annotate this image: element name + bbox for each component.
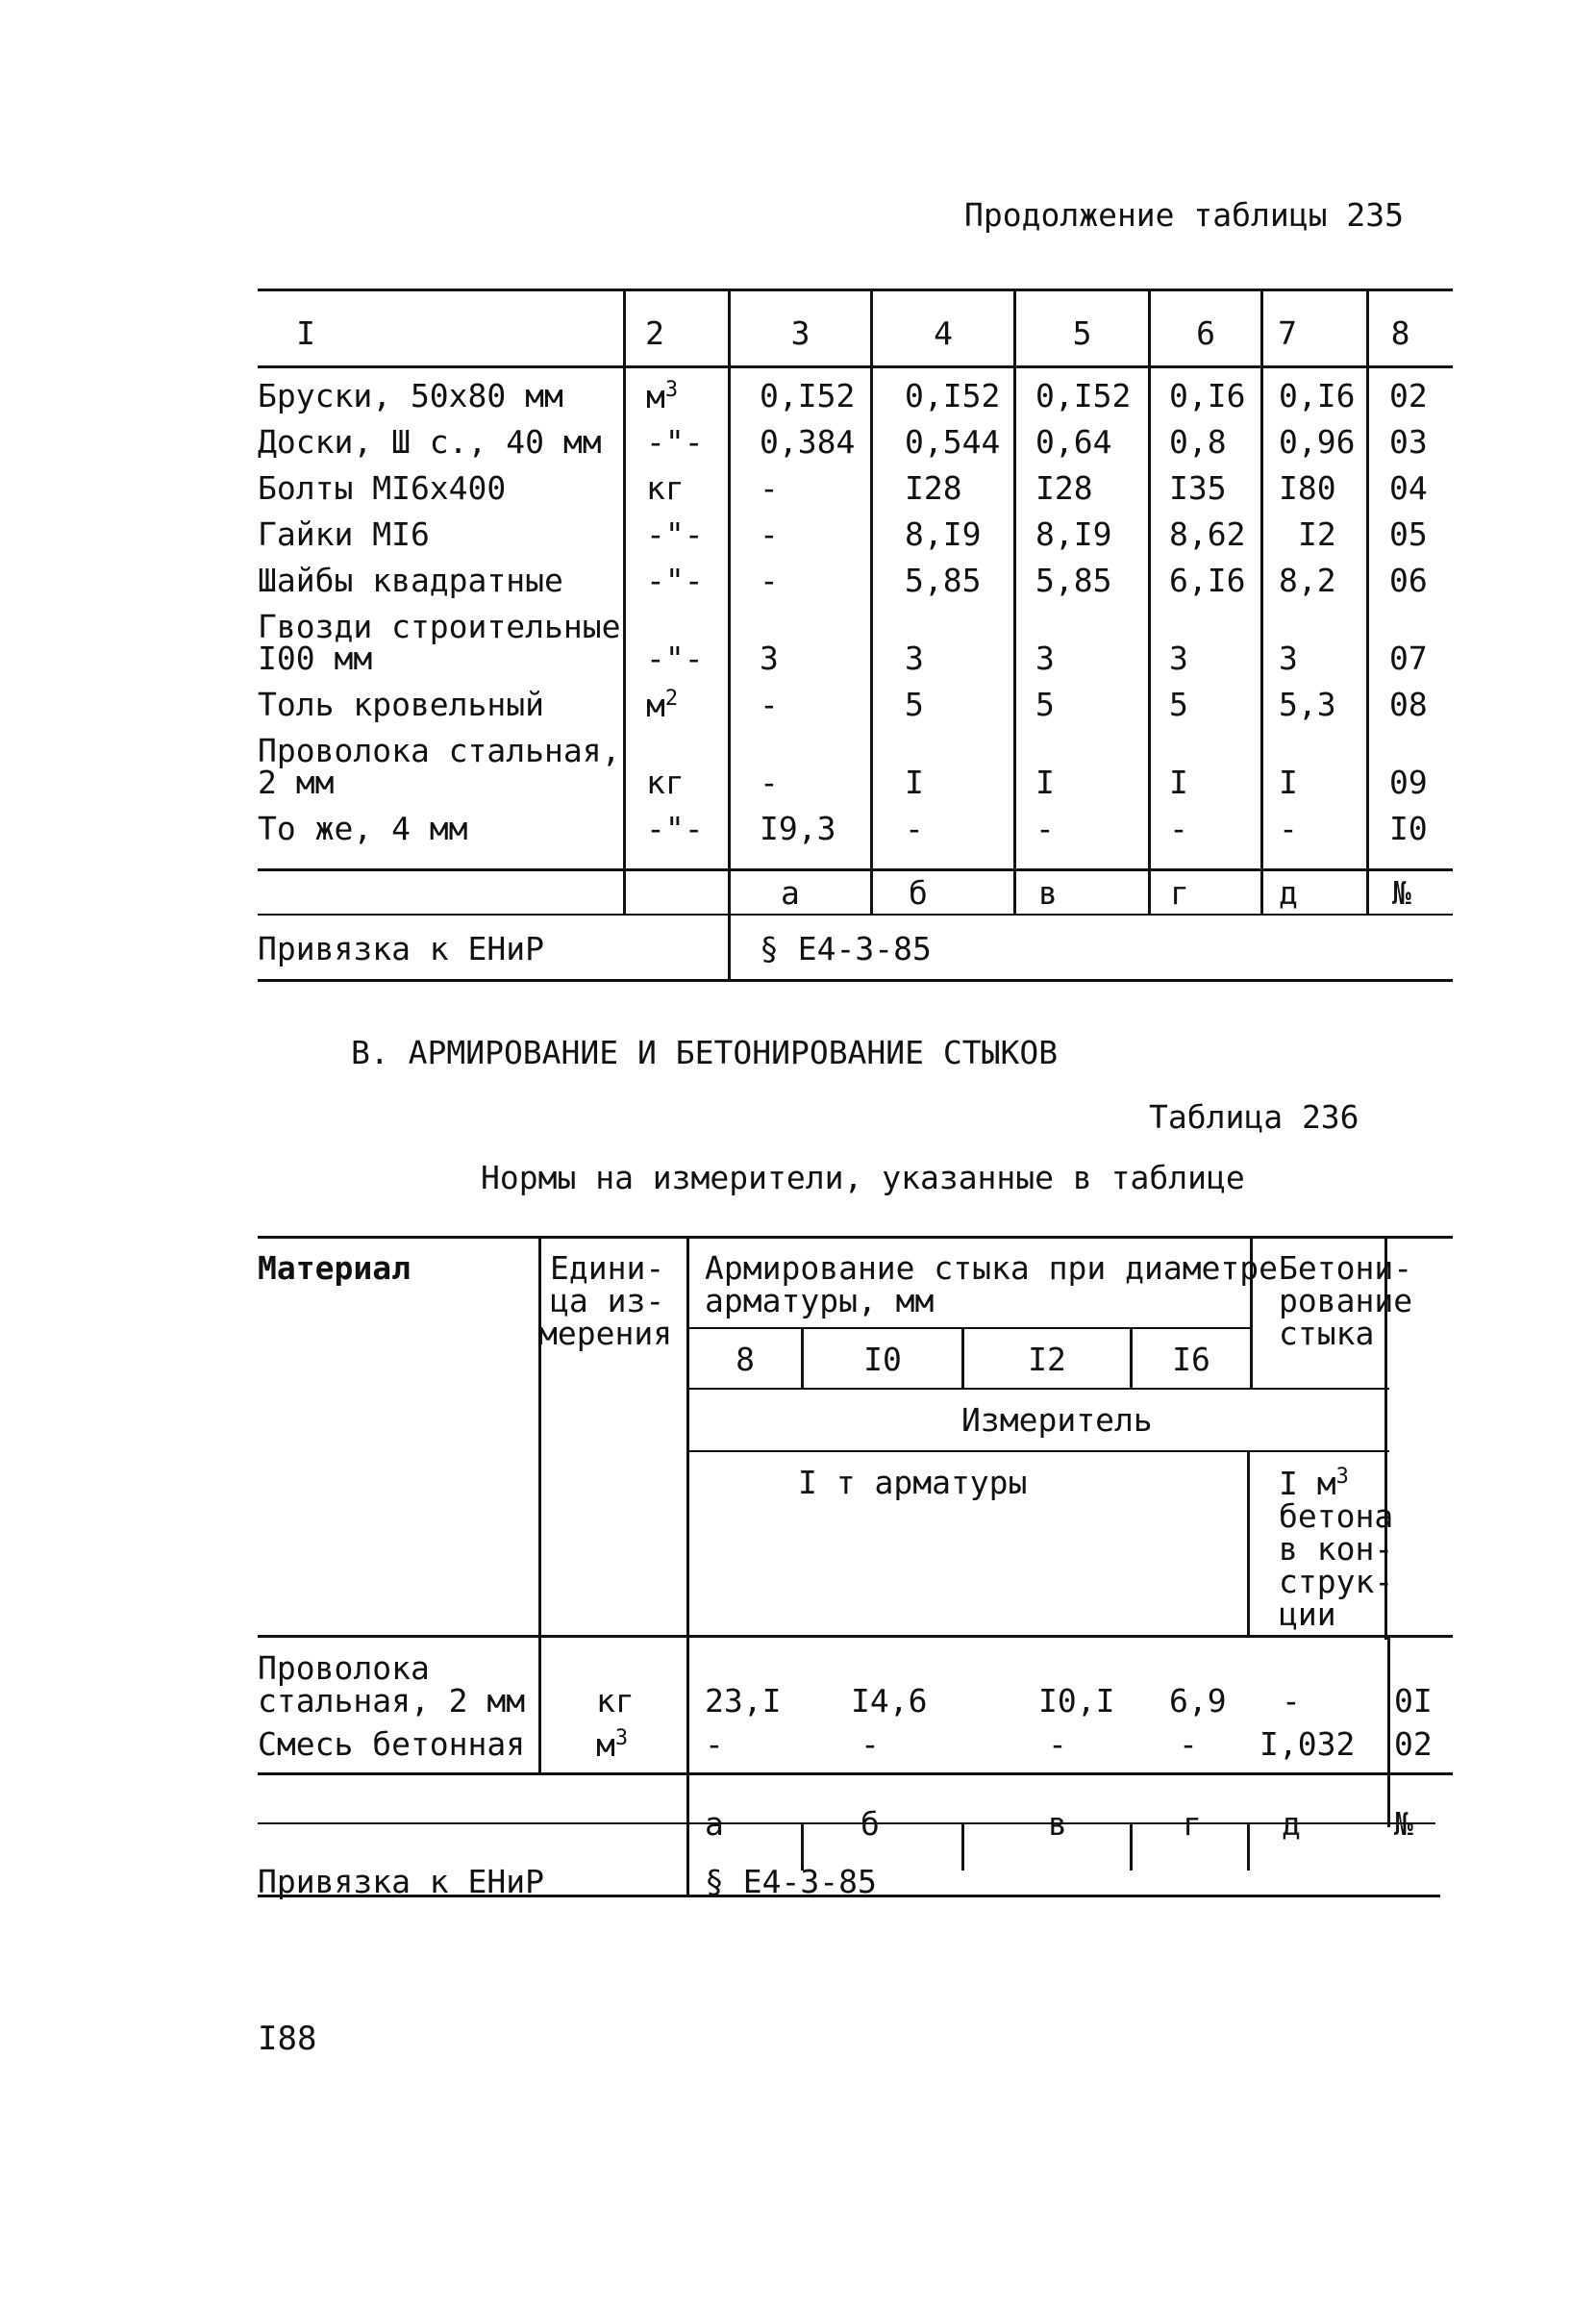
t236-header-material: Материал	[258, 1249, 411, 1287]
t235-letter: д	[1279, 874, 1298, 912]
t235-cell: 5	[1169, 686, 1188, 723]
t235-code: 09	[1389, 764, 1428, 801]
t235-col-header: I	[296, 314, 315, 352]
t235-cell: 0,I52	[905, 377, 1001, 414]
t236-meter-beton: бетона	[1279, 1497, 1394, 1535]
t236-row-name: Смесь бетонная	[258, 1725, 526, 1763]
t235-col-header: 4	[934, 314, 953, 352]
t236-letter: б	[860, 1805, 880, 1843]
t236-binding-value: § Е4-3-85	[705, 1863, 877, 1900]
t235-vline	[1260, 289, 1263, 914]
t235-col-header: 2	[645, 314, 664, 352]
t235-cell: 0,I6	[1279, 377, 1356, 414]
t236-vline	[961, 1822, 964, 1871]
t236-row-unit: кг	[596, 1682, 635, 1720]
t235-cell: 0,I52	[760, 377, 856, 414]
t235-row-unit: -"-	[646, 423, 704, 461]
t235-cell: 8,2	[1279, 562, 1336, 599]
t236-letter: г	[1183, 1805, 1202, 1843]
t235-cell: 3	[1169, 640, 1188, 677]
t235-letter: б	[909, 874, 928, 912]
t235-code: 07	[1389, 640, 1428, 677]
table-235-bottom-rule	[258, 979, 1453, 982]
t235-row-unit: -"-	[646, 640, 704, 677]
table-236-header-rule	[258, 1635, 1453, 1638]
t236-cell: 6,9	[1169, 1682, 1227, 1720]
t236-cell: -	[705, 1725, 724, 1763]
t235-cell: I	[1035, 764, 1055, 801]
t236-letter: д	[1282, 1805, 1301, 1843]
t235-cell: I35	[1169, 469, 1227, 507]
t235-code: 04	[1389, 469, 1428, 507]
t235-cell: 0,64	[1035, 423, 1112, 461]
t235-cell: 0,384	[760, 423, 856, 461]
t235-row-name: Шайбы квадратные	[258, 562, 563, 599]
t236-letter: в	[1048, 1805, 1067, 1843]
t236-vline	[1247, 1450, 1250, 1635]
t235-row-unit: $м^3$	[646, 378, 679, 415]
table-235-body-rule	[258, 868, 1453, 871]
t236-header-arm: Армирование стыка при диаметре	[705, 1249, 1279, 1287]
t236-diameter: I0	[863, 1341, 902, 1378]
t236-hline	[689, 1327, 1250, 1329]
t235-letter: в	[1038, 874, 1058, 912]
table-236-subtitle: Нормы на измерители, указанные в таблице	[481, 1159, 1245, 1196]
t235-row-unit: -"-	[646, 810, 704, 847]
t235-row-name: Проволока стальная,	[258, 732, 621, 769]
t236-meter-beton: струк-	[1279, 1563, 1394, 1600]
page-number: I88	[258, 2020, 317, 2058]
t235-vline	[1013, 289, 1016, 914]
t236-cell: -	[1048, 1725, 1067, 1763]
t235-letter: г	[1170, 874, 1189, 912]
t236-header-beton: рование	[1279, 1282, 1413, 1319]
t235-row-name: Толь кровельный	[258, 686, 545, 723]
t235-cell: 3	[1279, 640, 1298, 677]
t235-cell: 5,85	[1035, 562, 1112, 599]
t235-cell: I	[1169, 764, 1188, 801]
t236-code: 02	[1394, 1725, 1433, 1763]
table-236-top-rule	[258, 1236, 1453, 1239]
t236-cell: -	[1179, 1725, 1198, 1763]
t235-cell: I2	[1298, 515, 1336, 553]
t235-col-header: 3	[790, 314, 810, 352]
t236-diameter: I2	[1028, 1341, 1066, 1378]
t235-binding-label: Привязка к ЕНиР	[258, 930, 545, 967]
section-title: В. АРМИРОВАНИЕ И БЕТОНИРОВАНИЕ СТЫКОВ	[351, 1034, 1059, 1071]
t235-col-header: 7	[1278, 314, 1297, 352]
t235-cell: 3	[1035, 640, 1055, 677]
t236-diameter: 8	[736, 1341, 755, 1378]
t235-row-unit: -"-	[646, 515, 704, 553]
t235-cell: 8,62	[1169, 515, 1246, 553]
t235-cell: I80	[1279, 469, 1336, 507]
t236-cell: -	[1282, 1682, 1301, 1720]
t235-cell: 5	[1035, 686, 1055, 723]
t235-row-name: Гайки МI6	[258, 515, 430, 553]
table-236-letters-rule	[258, 1822, 1435, 1824]
t235-cell: I	[905, 764, 924, 801]
t236-diameter: I6	[1172, 1341, 1210, 1378]
t236-vline	[1130, 1822, 1133, 1871]
t236-vline	[1247, 1822, 1250, 1871]
t235-col-header: 6	[1196, 314, 1215, 352]
t236-meter-beton: I $м^3$	[1279, 1465, 1349, 1502]
t235-vline	[1366, 289, 1369, 914]
t236-header-unit: мерения	[538, 1315, 673, 1352]
t235-col-header: 5	[1072, 314, 1092, 352]
t236-header-beton: стыка	[1279, 1315, 1375, 1352]
t236-vline	[1387, 1635, 1390, 1827]
table-236-body-rule	[258, 1772, 1453, 1775]
t235-row-unit: -"-	[646, 562, 704, 599]
t236-meter-arm: I т арматуры	[798, 1464, 1028, 1501]
t235-code: 08	[1389, 686, 1428, 723]
t235-cell: 8,I9	[1035, 515, 1112, 553]
t235-binding-value: § Е4-3-85	[760, 930, 932, 967]
t235-cell: -	[760, 686, 779, 723]
t235-cell: -	[1169, 810, 1188, 847]
t235-code: 03	[1389, 423, 1428, 461]
t235-cell: I28	[1035, 469, 1093, 507]
t236-header-unit: Едини-	[550, 1249, 665, 1287]
t235-cell: 5,85	[905, 562, 982, 599]
t235-row-name-line2: I00 мм	[258, 640, 373, 677]
table-235-header-rule	[258, 365, 1453, 368]
t236-row-unit: $м^3$	[596, 1726, 629, 1764]
t235-cell: 6,I6	[1169, 562, 1246, 599]
t235-cell: 3	[760, 640, 779, 677]
table-235-caption: Продолжение таблицы 235	[964, 196, 1404, 234]
t235-cell: 0,I52	[1035, 377, 1132, 414]
t236-hline	[689, 1388, 1389, 1390]
t235-col-header: 8	[1390, 314, 1410, 352]
t235-cell: -	[1279, 810, 1298, 847]
t235-row-name-line2: 2 мм	[258, 764, 335, 801]
t236-row-name: Проволока	[258, 1649, 430, 1687]
t235-cell: -	[760, 469, 779, 507]
t236-binding-label: Привязка к ЕНиР	[258, 1863, 545, 1900]
t236-row-name-line2: стальная, 2 мм	[258, 1682, 526, 1720]
table-235-top-rule	[258, 289, 1453, 291]
t235-row-unit: $м^2$	[646, 687, 679, 724]
t236-meter-label: Измеритель	[961, 1401, 1153, 1439]
t235-cell: 5	[905, 686, 924, 723]
t235-code: 06	[1389, 562, 1428, 599]
t235-code: I0	[1389, 810, 1428, 847]
t236-vline	[686, 1236, 689, 1895]
t235-row-name: То же, 4 мм	[258, 810, 468, 847]
t236-cell: 23,I	[705, 1682, 782, 1720]
t235-cell: 0,I6	[1169, 377, 1246, 414]
t235-cell: 8,I9	[905, 515, 982, 553]
table-235-letters-rule	[258, 914, 1453, 916]
t235-cell: 0,544	[905, 423, 1001, 461]
t236-cell: I,032	[1259, 1725, 1356, 1763]
t235-letter: а	[781, 874, 800, 912]
t235-cell: I28	[905, 469, 962, 507]
t235-cell: -	[760, 515, 779, 553]
t236-cell: -	[860, 1725, 880, 1763]
t235-vline	[870, 289, 873, 914]
t236-letter: №	[1394, 1805, 1413, 1843]
t235-code: 02	[1389, 377, 1428, 414]
t235-cell: 0,8	[1169, 423, 1227, 461]
t235-vline	[1148, 289, 1151, 914]
t236-header-unit: ца из-	[550, 1282, 665, 1319]
t236-meter-beton: ции	[1279, 1595, 1336, 1633]
table-236-caption: Таблица 236	[1149, 1098, 1359, 1136]
t235-cell: 0,96	[1279, 423, 1356, 461]
t236-header-arm: арматуры, мм	[705, 1282, 935, 1319]
t235-cell: 5,3	[1279, 686, 1336, 723]
t235-cell: -	[760, 764, 779, 801]
t235-cell: -	[760, 562, 779, 599]
t236-header-beton: Бетони-	[1279, 1249, 1413, 1287]
t236-cell: I0,I	[1038, 1682, 1115, 1720]
t235-vline	[728, 289, 731, 979]
t236-hline	[689, 1450, 1389, 1452]
t235-row-unit: кг	[646, 469, 685, 507]
t235-row-unit: кг	[646, 764, 685, 801]
t235-row-name: Бруски, 50х80 мм	[258, 377, 563, 414]
t235-cell: I	[1279, 764, 1298, 801]
t235-row-name: Болты МI6х400	[258, 469, 507, 507]
t235-cell: -	[1035, 810, 1055, 847]
t235-row-name: Доски, Ш с., 40 мм	[258, 423, 602, 461]
t236-meter-beton: в кон-	[1279, 1530, 1394, 1568]
t235-letter: №	[1392, 874, 1411, 912]
t235-vline	[623, 289, 626, 914]
t235-row-name: Гвозди строительные	[258, 608, 621, 645]
t235-cell: -	[905, 810, 924, 847]
t235-cell: I9,3	[760, 810, 836, 847]
t236-cell: I4,6	[851, 1682, 928, 1720]
t235-code: 05	[1389, 515, 1428, 553]
t236-code: 0I	[1394, 1682, 1433, 1720]
t235-cell: 3	[905, 640, 924, 677]
t236-letter: а	[705, 1805, 724, 1843]
